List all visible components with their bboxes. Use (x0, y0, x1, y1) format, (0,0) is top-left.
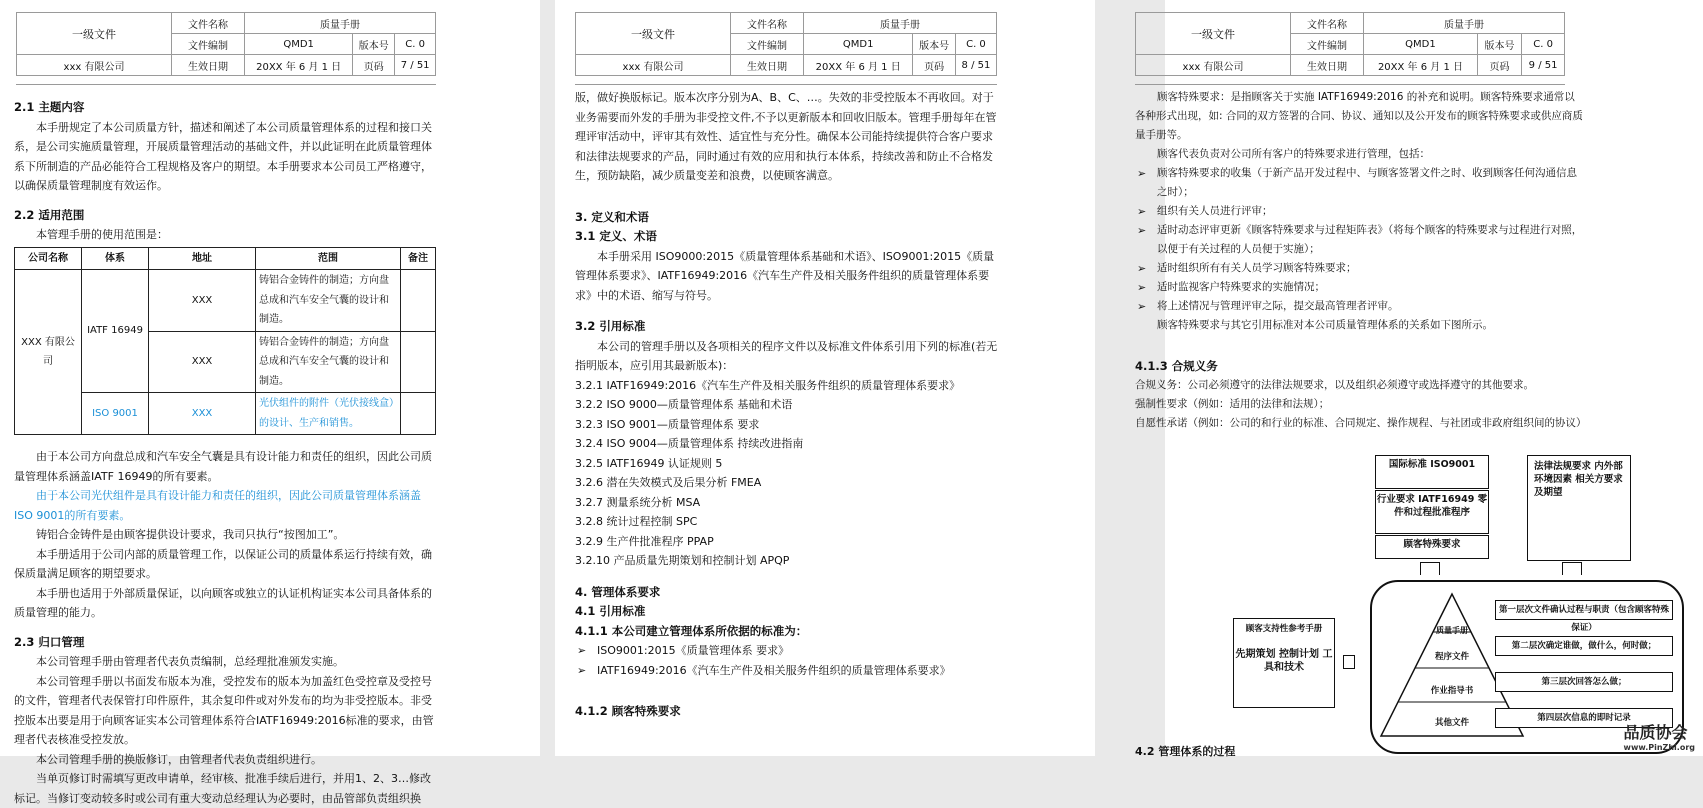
paragraph: 本公司管理手册的换版修订，由管理者代表负责组织进行。 (36, 752, 322, 766)
paragraph: 版，做好换版标记。版本次序分别为A、B、C、…。失效的非受控版本不再收回。对于业务需要而外发的手册为非受控文件,不予以更新版本和回收旧版本。管理手册每年在管理评审活动中，评审其有效性、适宜性与充分性。确保本公司能持续提供符合客户要求和法律法规要求的产品，同时通过有效的应用和执行本体系，持续改善和防止不合格发生，预防缺陷，减少质量变差和浪费，以使顾客满意。 (575, 91, 997, 182)
level-description: 第一层次文件确认过程与职责（包含顾客特殊保证） (1495, 600, 1673, 620)
section-heading: 4.1 引用标准 (575, 604, 646, 618)
doc-name-label: 文件名称 (172, 13, 245, 34)
doc-name-value: 质量手册 (245, 13, 436, 34)
page-body (575, 88, 1001, 722)
header-rule (575, 84, 997, 85)
paragraph: 自愿性承诺（例如：公司的和行业的标准、合同规定、操作规程、与社团或非政府组织间的协议） (1135, 417, 1587, 429)
doc-version-label: 版本号 (913, 34, 956, 55)
diagram-box-reference (1233, 618, 1335, 708)
doc-code-label: 文件编制 (1291, 34, 1364, 55)
down-arrow-icon (1562, 562, 1582, 575)
doc-code-value: QMD1 (804, 34, 913, 55)
doc-version-label: 版本号 (1477, 34, 1521, 55)
doc-code-value: QMD1 (1364, 34, 1478, 55)
diagram-box-industry: 行业要求 IATF16949 零件和过程批准程序 (1375, 490, 1489, 534)
doc-code-label: 文件编制 (731, 34, 804, 55)
doc-page-label: 页码 (1477, 55, 1521, 76)
section-heading: 4.1.1 本公司建立管理体系所依据的标准为： (575, 623, 808, 638)
doc-code-label: 文件编制 (172, 34, 245, 55)
doc-date-value: 20XX 年 6 月 1 日 (804, 55, 913, 76)
doc-page-number: 7 / 51 (395, 55, 436, 76)
table-header: 体系 (82, 247, 149, 270)
page-body (14, 88, 436, 808)
pyramid-level-1: 质量手册 (1436, 626, 1468, 635)
paragraph: 本手册适用于公司内部的质量管理工作，以保证公司的质量体系运行持续有效，确保质量满足顾客的期望要求。 (14, 547, 432, 580)
right-arrow-icon (1343, 655, 1355, 669)
document-page-7 (0, 0, 540, 805)
paragraph: 合规义务：公司必须遵守的法律法规要求，以及组织必须遵守或选择遵守的其他要求。 (1135, 379, 1534, 391)
bullet-list (1135, 164, 1585, 316)
reference-item: 3.2.6 潜在失效模式及后果分析 FMEA (575, 476, 762, 489)
paragraph: 顾客特殊要求与其它引用标准对本公司质量管理体系的关系如下图所示。 (1157, 319, 1493, 331)
doc-company: xxx 有限公司 (1136, 55, 1291, 76)
table-cell-scope: 铸铝合金铸件的制造；方向盘总成和汽车安全气囊的设计和制造。 (256, 270, 401, 332)
doc-page-label: 页码 (913, 55, 956, 76)
doc-page-number: 8 / 51 (955, 55, 996, 76)
doc-page-label: 页码 (353, 55, 395, 76)
reference-list (575, 376, 1001, 571)
section-heading: 3.2 引用标准 (575, 319, 646, 333)
doc-date-label: 生效日期 (172, 55, 245, 76)
paragraph: 铸铝合金铸件是由顾客提供设计要求，我司只执行“按图加工”。 (36, 528, 345, 541)
section-heading: 2.3 归口管理 (14, 634, 85, 649)
paragraph: 本公司的管理手册以及各项相关的程序文件以及标准文件体系引用下列的标准(若无指明版本，应引用其最新版本)： (575, 339, 998, 372)
bullet-item: ➢ IATF16949:2016《汽车生产件及相关服务件组织的质量管理体系要求》 (575, 661, 1001, 681)
doc-company: xxx 有限公司 (576, 55, 731, 76)
table-header: 备注 (401, 247, 436, 270)
pyramid-level-3: 作业指导书 (1430, 686, 1474, 696)
section-heading: 2.1 主题内容 (14, 100, 85, 114)
table-cell-scope: 铸铝合金铸件的制造；方向盘总成和汽车安全气囊的设计和制造。 (256, 331, 401, 393)
paragraph: 本管理手册的使用范围是： (36, 228, 168, 241)
paragraph: 强制性要求（例如：适用的法律和法规）； (1135, 398, 1330, 410)
bullet-item: ➢ 适时监视客户特殊要求的实施情况； (1135, 278, 1585, 297)
table-cell-note (401, 270, 436, 332)
doc-name-label: 文件名称 (731, 13, 804, 34)
page-header-table (1135, 12, 1565, 76)
section-heading: 4.2 管理体系的过程 (1135, 745, 1236, 758)
doc-name-label: 文件名称 (1291, 13, 1364, 34)
reference-item: 3.2.7 测量系统分析 MSA (575, 495, 701, 509)
doc-date-value: 20XX 年 6 月 1 日 (1364, 55, 1478, 76)
diagram-box-legal: 法律法规要求 内外部环境因素 相关方要求及期望 (1527, 455, 1631, 561)
level-description: 第二层次确定谁做，做什么，何时做； (1495, 636, 1673, 656)
bullet-item: ➢ 顾客特殊要求的收集（于新产品开发过程中、与顾客签署文件之时、收到顾客任何沟通信息之时）； (1135, 164, 1585, 202)
doc-version-value: C. 0 (1522, 34, 1565, 55)
down-arrow-icon (1420, 562, 1440, 575)
doc-version-value: C. 0 (395, 34, 436, 55)
table-cell-system: IATF 16949 (82, 270, 149, 393)
doc-date-label: 生效日期 (731, 55, 804, 76)
page-body (1135, 88, 1585, 433)
pyramid-level-4: 其他文件 (1434, 718, 1469, 728)
document-page-8 (555, 0, 1095, 756)
table-cell-scope: 光伏组件的附件（光伏接线盒）的设计、生产和销售。 (256, 393, 401, 435)
paragraph: 本手册采用 ISO9000:2015《质量管理体系基础和术语》、ISO9001:2015《质量管理体系要求》、IATF16949:2016《汽车生产件及相关服务件组织的质量管理体系要求》中的术语、缩写与符号。 (575, 249, 995, 302)
paragraph: 本公司管理手册以书面发布版本为准，受控发布的版本为加盖红色受控章及受控号的文件，管理者代表保管打印件原件，其余复印件或对外发布的均为非受控版本。非受控版本出要是用于向顾客证实本公司管理体系符合IATF16949:2016标准的要求，由管理者代表核准受控发放。 (14, 674, 434, 746)
section-heading: 3.1 定义、术语 (575, 229, 657, 243)
paragraph: 本公司管理手册由管理者代表负责编制，总经理批准颁发实施。 (36, 655, 344, 668)
section-heading: 4.1.2 顾客特殊要求 (575, 704, 681, 718)
doc-version-label: 版本号 (353, 34, 395, 55)
table-header: 范围 (256, 247, 401, 270)
section-heading: 4.1.3 合规义务 (1135, 359, 1218, 373)
table-cell-note (401, 331, 436, 393)
logo-text: 品质协会 (1623, 723, 1688, 742)
table-cell-address: XXX (149, 393, 256, 435)
scope-table (14, 247, 436, 436)
diagram-box-csr: 顾客特殊要求 (1375, 535, 1489, 559)
doc-version-value: C. 0 (955, 34, 996, 55)
table-header: 公司名称 (15, 247, 82, 270)
doc-level: 一级文件 (17, 13, 172, 55)
diagram-box-reference-title: 顾客支持性参考手册 (1245, 624, 1323, 634)
reference-item: 3.2.3 ISO 9001—质量管理体系 要求 (575, 417, 760, 431)
bullet-item: ➢ 组织有关人员进行评审； (1135, 202, 1585, 221)
reference-item: 3.2.1 IATF16949:2016《汽车生产件及相关服务件组织的质量管理体系要求》 (575, 378, 961, 392)
level-description: 第四层次信息的即时记录 (1495, 708, 1673, 728)
paragraph: 顾客特殊要求：是指顾客关于实施 IATF16949:2016 的补充和说明。顾客特殊要求通常以各种形式出现，如: 合同的双方签署的合同、协议、通知以及公开发布的顾客特殊要求或供应商质量手册等。 (1135, 91, 1583, 141)
table-header: 地址 (149, 247, 256, 270)
diagram-box-intl: 国际标准 ISO9001 (1375, 455, 1489, 489)
page-header-table (16, 12, 436, 76)
paragraph: 顾客代表负责对公司所有客户的特殊要求进行管理，包括： (1157, 148, 1430, 160)
doc-level: 一级文件 (576, 13, 731, 55)
table-cell-company: XXX 有限公司 (15, 270, 82, 435)
site-logo (1624, 720, 1695, 752)
section-heading: 2.2 适用范围 (14, 207, 85, 222)
bullet-item: ➢ 适时动态评审更新《顾客特殊要求与过程矩阵表》（将每个顾客的特殊要求与过程进行对照，以便于有关过程的人员便于实施）； (1135, 221, 1585, 259)
paragraph: 本手册规定了本公司质量方针，描述和阐述了本公司质量管理体系的过程和接口关系，是公司实施质量管理，开展质量管理活动的基础文件，并以此证明在此质量管理体系下所制造的产品必能符合工程规格及客户的期望。本手册要求本公司员工严格遵守，以确保质量管理制度有效运作。 (14, 120, 432, 192)
level-description: 第三层次回答怎么做； (1495, 672, 1673, 692)
doc-name-value: 质量手册 (804, 13, 997, 34)
diagram-box-reference-items: 先期策划 控制计划 工具和技术 (1235, 649, 1333, 673)
document-page-9 (1135, 0, 1703, 758)
doc-name-value: 质量手册 (1364, 13, 1565, 34)
reference-item: 3.2.9 生产件批准程序 PPAP (575, 534, 714, 548)
doc-page-number: 9 / 51 (1522, 55, 1565, 76)
spacer (1135, 335, 1585, 347)
table-cell-system: ISO 9001 (82, 393, 149, 435)
bullet-item: ➢ 适时组织所有有关人员学习顾客特殊要求； (1135, 259, 1585, 278)
bullet-item: ➢ ISO9001:2015《质量管理体系 要求》 (575, 641, 1001, 661)
doc-date-value: 20XX 年 6 月 1 日 (245, 55, 353, 76)
bullet-item: ➢ 将上述情况与管理评审之际，提交最高管理者评审。 (1135, 297, 1585, 316)
spacer (575, 186, 1001, 198)
reference-item: 3.2.8 统计过程控制 SPC (575, 515, 698, 528)
doc-date-label: 生效日期 (1291, 55, 1364, 76)
page-header-table (575, 12, 997, 76)
doc-company: xxx 有限公司 (17, 55, 172, 76)
paragraph-highlight: 由于本公司光伏组件是具有设计能力和责任的组织，因此公司质量管理体系涵盖 ISO 9001的所有要素。 (14, 489, 421, 522)
header-rule (16, 84, 436, 85)
section-heading: 3. 定义和术语 (575, 209, 649, 224)
doc-code-value: QMD1 (245, 34, 353, 55)
paragraph: 本手册也适用于外部质量保证，以向顾客或独立的认证机构证实本公司具备体系的质量管理的能力。 (14, 586, 432, 619)
reference-item: 3.2.10 产品质量先期策划和控制计划 APQP (575, 554, 790, 567)
pyramid-level-2: 程序文件 (1434, 652, 1469, 662)
table-cell-note (401, 393, 436, 435)
reference-item: 3.2.5 IATF16949 认证规则 5 (575, 456, 723, 470)
table-cell-address: XXX (149, 331, 256, 393)
header-rule (1135, 84, 1565, 85)
section-heading: 4. 管理体系要求 (575, 584, 661, 599)
reference-item: 3.2.4 ISO 9004—质量管理体系 持续改进指南 (575, 437, 804, 450)
table-cell-address: XXX (149, 270, 256, 332)
logo-url: www.PinZhi.org (1623, 743, 1695, 752)
paragraph: 由于本公司方向盘总成和汽车安全气囊是具有设计能力和责任的组织，因此公司质量管理体系涵盖IATF 16949的所有要素。 (14, 450, 432, 483)
reference-item: 3.2.2 ISO 9000—质量管理体系 基础和术语 (575, 398, 793, 411)
doc-level: 一级文件 (1136, 13, 1291, 55)
paragraph: 当单页修订时需填写更改申请单，经审核、批准手续后进行，并用1、2、3…修改标记。当修订变动较多时或公司有重大变动总经理认为必要时，由品管部负责组织换 (14, 772, 431, 805)
